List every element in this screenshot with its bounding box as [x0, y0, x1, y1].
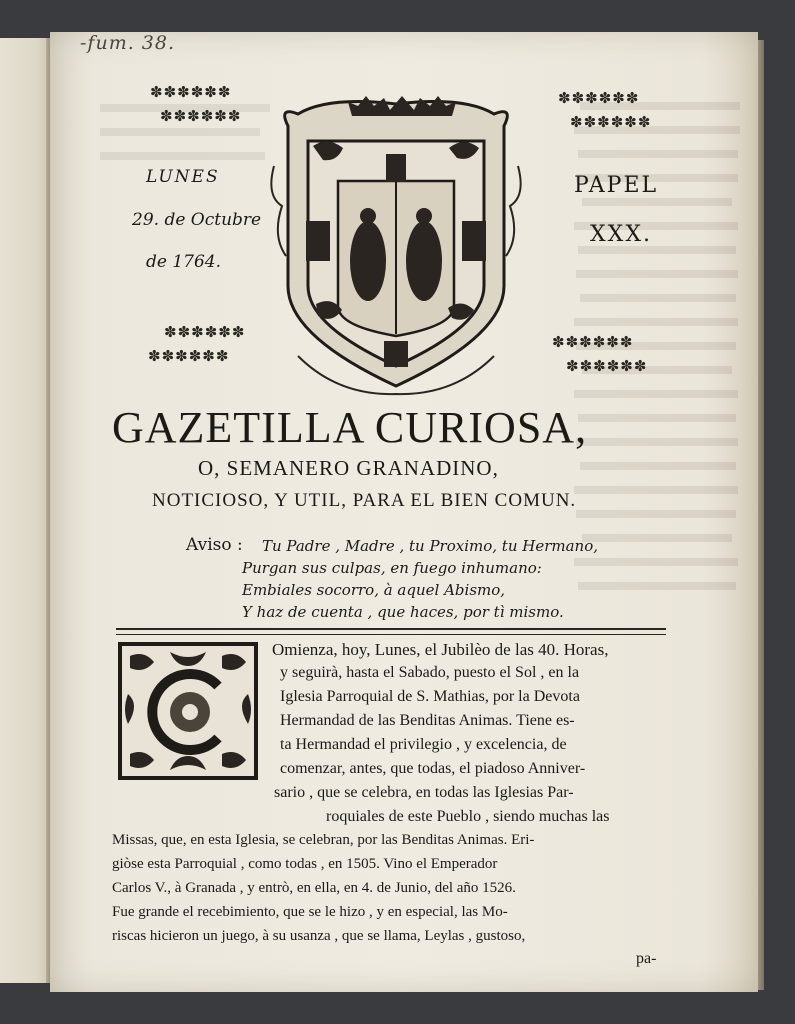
verse-line: Y haz de cuenta , que haces, por tì mismo. [242, 603, 564, 621]
star-ornament-bottom-right [552, 334, 647, 374]
verse-line: Purgan sus culpas, en fuego inhumano: [242, 559, 542, 577]
body-line: ta Hermandad el privilegio , y excelencia, de [280, 736, 567, 753]
decorated-initial-c [118, 642, 258, 780]
body-line: y seguirà, hasta el Sabado, puesto el Sol , en la [280, 664, 580, 681]
star-ornament-bottom-left [148, 324, 245, 364]
body-line: Carlos V., à Granada , y entrò, en ella, en 4. de Junio, del año 1526. [112, 880, 516, 896]
body-line: sario , que se celebra, en todas las Iglesias Par- [274, 784, 574, 801]
verse-line: Tu Padre , Madre , tu Proximo, tu Hermano, [262, 537, 599, 555]
date-year: de 1764. [146, 252, 222, 272]
masthead-subtitle: O, SEMANERO GRANADINO, [198, 456, 499, 480]
masthead-tagline: NOTICIOSO, Y UTIL, PARA EL BIEN COMUN. [152, 490, 577, 511]
body-line: Iglesia Parroquial de S. Mathias, por la Devota [280, 688, 580, 705]
body-line: roquiales de este Pueblo , siendo muchas las [326, 808, 610, 825]
date-day: LUNES [146, 167, 220, 187]
coat-of-arms-emblem [268, 86, 524, 398]
catchword: pa- [636, 950, 657, 967]
section-divider-rule [116, 628, 666, 635]
issue-number: XXX. [590, 222, 652, 247]
star-row: ✽✽✽✽✽✽ [566, 357, 648, 375]
body-line: Hermandad de las Benditas Animas. Tiene es- [280, 712, 575, 729]
masthead-title: GAZETILLA CURIOSA, [112, 403, 588, 452]
star-row: ✽✽✽✽✽✽ [570, 113, 652, 131]
issue-label: PAPEL [574, 173, 659, 198]
star-row: ✽✽✽✽✽✽ [150, 83, 232, 101]
star-row: ✽✽✽✽✽✽ [552, 333, 634, 351]
aviso-label: Aviso : [186, 535, 243, 555]
body-line: Omienza, hoy, Lunes, el Jubilèo de las 40. Horas, [272, 640, 609, 659]
body-line: Missas, que, en esta Iglesia, se celebran, por las Benditas Animas. Eri- [112, 832, 535, 848]
star-ornament-top-right [558, 90, 651, 130]
star-row: ✽✽✽✽✽✽ [160, 107, 242, 125]
star-row: ✽✽✽✽✽✽ [558, 89, 640, 107]
body-line: riscas hicieron un juego, à su usanza , que se llama, Leylas , gustoso, [112, 928, 526, 944]
handwritten-note: -fum. 38. [80, 32, 176, 54]
body-line: Fue grande el recebimiento, que se le hizo , y en especial, las Mo- [112, 904, 508, 920]
star-ornament-top-left [150, 84, 241, 124]
verse-line: Embiales socorro, à aquel Abismo, [242, 581, 506, 599]
body-line: comenzar, antes, que todas, el piadoso Anniver- [280, 760, 586, 777]
body-line: giòse esta Parroquial , como todas , en 1505. Vino el Emperador [112, 856, 498, 872]
star-row: ✽✽✽✽✽✽ [148, 347, 230, 365]
left-page-edge [0, 38, 52, 983]
star-row: ✽✽✽✽✽✽ [164, 323, 246, 341]
date-month: 29. de Octubre [132, 210, 262, 230]
